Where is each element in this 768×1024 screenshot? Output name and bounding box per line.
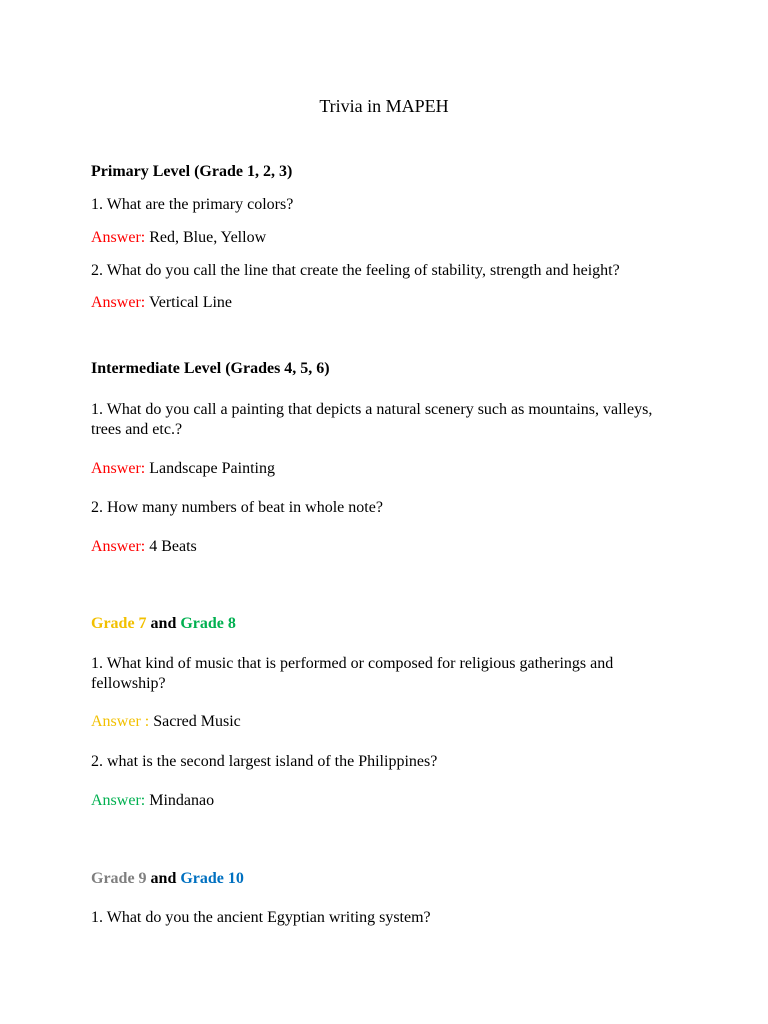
grade7-8-heading bbox=[91, 614, 691, 634]
and-label: and bbox=[150, 870, 177, 887]
intermediate-answer-2 bbox=[91, 537, 691, 557]
answer-text: Red, Blue, Yellow bbox=[149, 229, 267, 246]
primary-answer-2 bbox=[91, 293, 691, 313]
answer-label: Answer: bbox=[91, 538, 146, 555]
grade7-8-answer-2 bbox=[91, 791, 691, 811]
intermediate-heading bbox=[91, 359, 691, 379]
intermediate-heading-level: Intermediate Level bbox=[91, 360, 222, 377]
primary-heading-level: Primary Level bbox=[91, 163, 191, 180]
primary-heading bbox=[91, 162, 691, 182]
answer-text: Mindanao bbox=[149, 792, 215, 809]
grade9-10-heading bbox=[91, 869, 691, 889]
grade8-label: Grade 8 bbox=[180, 615, 236, 632]
primary-question-2: 2. What do you call the line that create the feeling of stability, strength and height? bbox=[91, 262, 620, 279]
intermediate-answer-1 bbox=[91, 459, 691, 479]
intermediate-question-1: 1. What do you call a painting that depicts a natural scenery such as mountains, valleys, trees and etc.? bbox=[91, 401, 653, 438]
grade7-8-answer-1 bbox=[91, 712, 691, 732]
grade7-8-question-1: 1. What kind of music that is performed or composed for religious gatherings and fellowship? bbox=[91, 655, 614, 692]
answer-label: Answer: bbox=[91, 460, 146, 477]
answer-label: Answer: bbox=[91, 294, 146, 311]
grade9-label: Grade 9 bbox=[91, 870, 147, 887]
answer-text: Sacred Music bbox=[153, 713, 241, 730]
grade9-10-question-1: 1. What do you the ancient Egyptian writing system? bbox=[91, 909, 431, 926]
intermediate-heading-grades: (Grades 4, 5, 6) bbox=[225, 360, 330, 377]
answer-text: Vertical Line bbox=[148, 294, 233, 311]
answer-label: Answer : bbox=[91, 713, 150, 730]
grade7-8-question-2: 2. what is the second largest island of the Philippines? bbox=[91, 753, 438, 770]
answer-label: Answer: bbox=[91, 792, 146, 809]
primary-question-1: 1. What are the primary colors? bbox=[91, 196, 294, 213]
grade10-label: Grade 10 bbox=[180, 870, 244, 887]
grade7-label: Grade 7 bbox=[91, 615, 147, 632]
document-title: Trivia in MAPEH bbox=[319, 96, 449, 116]
primary-heading-grades: (Grade 1, 2, 3) bbox=[194, 163, 293, 180]
primary-answer-1 bbox=[91, 228, 691, 248]
answer-label: Answer: bbox=[91, 229, 146, 246]
intermediate-question-2: 2. How many numbers of beat in whole note? bbox=[91, 499, 383, 516]
and-label: and bbox=[150, 615, 177, 632]
answer-text: 4 Beats bbox=[149, 538, 197, 555]
answer-text: Landscape Painting bbox=[149, 460, 275, 477]
